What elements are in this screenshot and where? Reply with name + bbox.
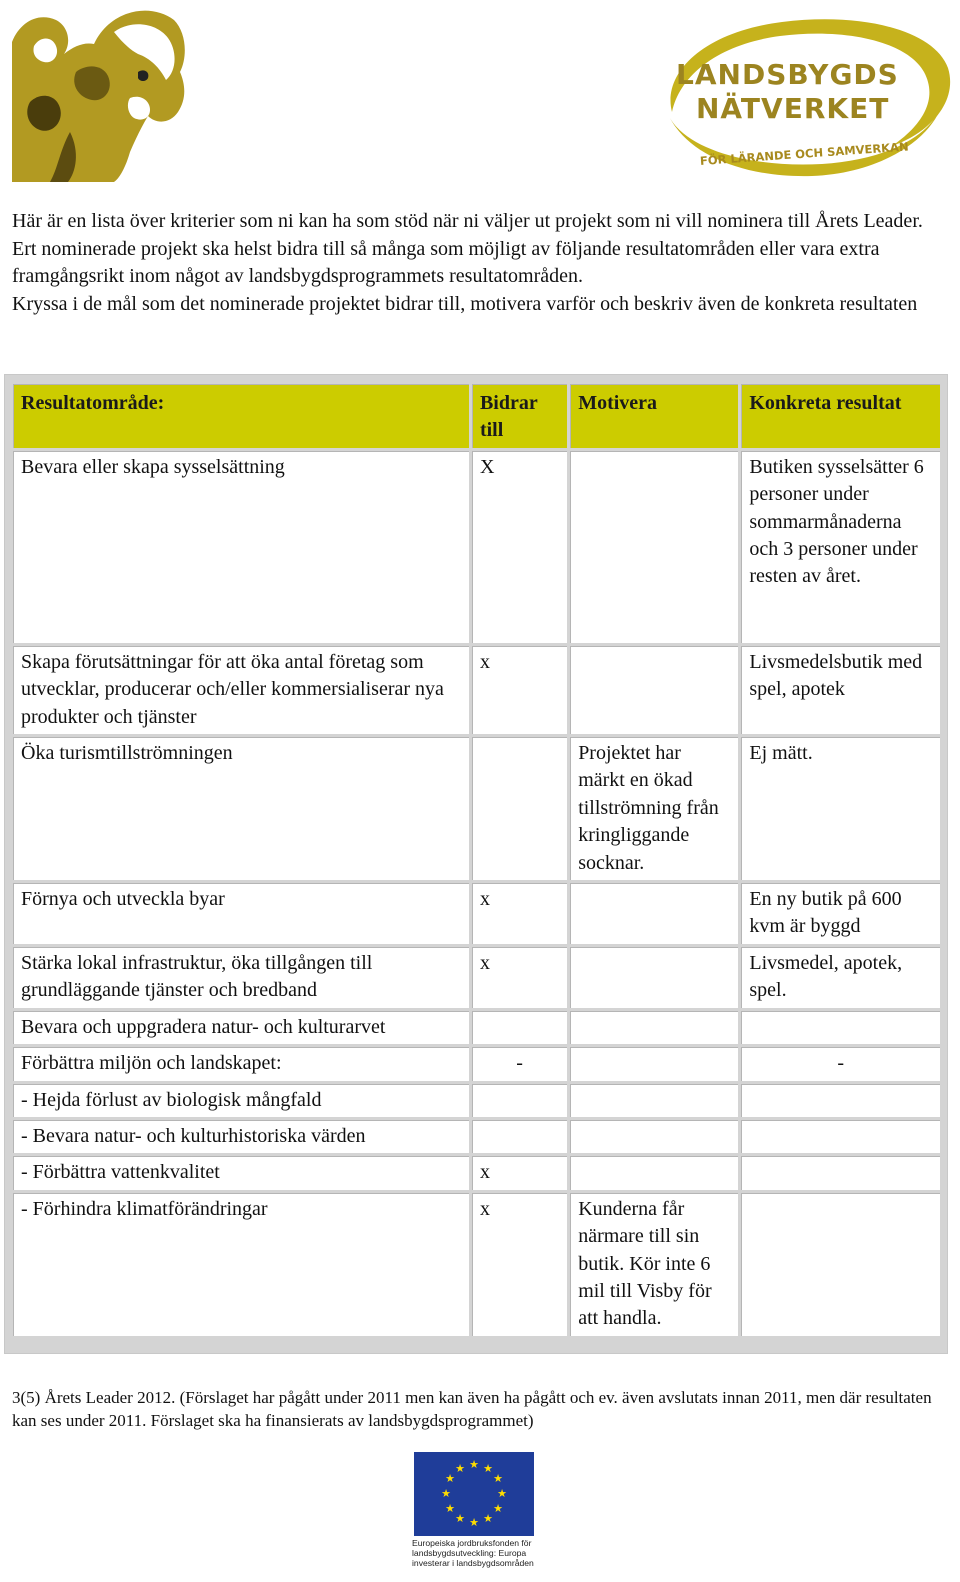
area-cell: - Förbättra vattenkvalitet	[13, 1156, 469, 1189]
result-cell: Ej mätt.	[741, 737, 940, 880]
ram-head-icon	[10, 2, 190, 182]
table-row	[13, 451, 940, 643]
result-cell: -	[741, 1047, 940, 1080]
result-cell	[741, 1011, 940, 1044]
area-cell: - Förhindra klimatförändringar	[13, 1193, 469, 1336]
table-row	[13, 883, 940, 944]
contributes-cell: x	[472, 883, 567, 944]
svg-text:★: ★	[469, 1516, 479, 1529]
header-motivera: Motivera	[570, 384, 738, 448]
eu-caption-line: investerar i landsbygdsområden	[412, 1558, 534, 1568]
motivation-cell	[570, 883, 738, 944]
svg-text:★: ★	[497, 1487, 507, 1500]
result-cell: Livsmedel, apotek, spel.	[741, 947, 940, 1008]
header-bidrar-till: Bidrar till	[472, 384, 567, 448]
motivation-cell	[570, 1011, 738, 1044]
table-row	[13, 1084, 940, 1117]
criteria-table-frame	[4, 374, 948, 1354]
svg-text:★: ★	[493, 1502, 503, 1515]
eu-caption	[412, 1538, 542, 1568]
table-row	[13, 1047, 940, 1080]
result-cell	[741, 1084, 940, 1117]
area-cell: Stärka lokal infrastruktur, öka tillgången till grundläggande tjänster och bredband	[13, 947, 469, 1008]
contributes-cell: x	[472, 947, 567, 1008]
contributes-cell	[472, 737, 567, 880]
svg-text:★: ★	[445, 1502, 455, 1515]
area-cell: Bevara och uppgradera natur- och kulturarvet	[13, 1011, 469, 1044]
eu-caption-line: Europeiska jordbruksfonden för	[412, 1538, 532, 1548]
criteria-table	[10, 381, 943, 1339]
contributes-cell: x	[472, 1193, 567, 1336]
svg-text:★: ★	[455, 1462, 465, 1475]
header-resultatomrade: Resultatområde:	[13, 384, 469, 448]
table-row	[13, 1193, 940, 1336]
table-row	[13, 737, 940, 880]
footnote: 3(5) Årets Leader 2012. (Förslaget har pågått under 2011 men kan även ha pågått och ev. även avslutats innan 2011, men där resultaten kan ses under 2011. Förslaget ska ha finansierats av landsbygdsprogrammet)	[12, 1388, 932, 1430]
area-cell: Förnya och utveckla byar	[13, 883, 469, 944]
table-row	[13, 1120, 940, 1153]
motivation-cell	[570, 1047, 738, 1080]
motivation-cell	[570, 1120, 738, 1153]
intro-paragraph-2: Ert nominerade projekt ska helst bidra till så många som möjligt av följande resultatområden eller vara extra framgångsrikt inom något av landsbygdsprogrammets resultatområden.	[12, 237, 880, 287]
area-cell: Förbättra miljön och landskapet:	[13, 1047, 469, 1080]
area-cell: Skapa förutsättningar för att öka antal företag som utvecklar, producerar och/eller kommersialiserar nya produkter och tjänster	[13, 646, 469, 734]
page-header	[0, 0, 960, 200]
table-row	[13, 1156, 940, 1189]
svg-text:★: ★	[469, 1458, 479, 1471]
svg-text:★: ★	[445, 1472, 455, 1485]
svg-text:★: ★	[455, 1512, 465, 1525]
table-row	[13, 1011, 940, 1044]
intro-paragraph-1: Här är en lista över kriterier som ni kan ha som stöd när ni väljer ut projekt som ni vill nominera till Årets Leader.	[12, 210, 923, 232]
motivation-cell	[570, 1084, 738, 1117]
table-header-row	[13, 384, 940, 448]
network-tagline: FÖR LÄRANDE OCH SAMVERKAN	[699, 139, 910, 168]
table-row	[13, 947, 940, 1008]
result-cell: En ny butik på 600 kvm är byggd	[741, 883, 940, 944]
contributes-cell	[472, 1084, 567, 1117]
header-konkreta-resultat: Konkreta resultat	[741, 384, 940, 448]
network-name-line1: LANDSBYGDS	[676, 58, 899, 91]
result-cell: Livsmedelsbutik med spel, apotek	[741, 646, 940, 734]
eu-flag-icon	[414, 1452, 534, 1536]
result-cell	[741, 1193, 940, 1336]
intro-text	[12, 208, 942, 318]
motivation-cell	[570, 451, 738, 643]
motivation-cell	[570, 646, 738, 734]
svg-text:★: ★	[441, 1487, 451, 1500]
result-cell	[741, 1156, 940, 1189]
contributes-cell: x	[472, 646, 567, 734]
table-row	[13, 646, 940, 734]
area-cell: - Hejda förlust av biologisk mångfald	[13, 1084, 469, 1117]
motivation-cell	[570, 1156, 738, 1189]
eu-caption-line: landsbygdsutveckling: Europa	[412, 1548, 527, 1558]
area-cell: - Bevara natur- och kulturhistoriska värden	[13, 1120, 469, 1153]
svg-text:★: ★	[493, 1472, 503, 1485]
motivation-cell: Projektet har märkt en ökad tillströmning från kringliggande socknar.	[570, 737, 738, 880]
contributes-cell: X	[472, 451, 567, 643]
motivation-cell: Kunderna får närmare till sin butik. Kör inte 6 mil till Visby för att handla.	[570, 1193, 738, 1336]
result-cell: Butiken sysselsätter 6 personer under sommarmånaderna och 3 personer under resten av året.	[741, 451, 940, 643]
landsbygdsnatverket-logo	[662, 14, 952, 186]
intro-paragraph-3: Kryssa i de mål som det nominerade projektet bidrar till, motivera varför och beskriv även de konkreta resultaten	[12, 292, 918, 315]
svg-text:★: ★	[483, 1512, 493, 1525]
contributes-cell: -	[472, 1047, 567, 1080]
svg-text:★: ★	[483, 1462, 493, 1475]
area-cell: Öka turismtillströmningen	[13, 737, 469, 880]
contributes-cell	[472, 1011, 567, 1044]
contributes-cell: x	[472, 1156, 567, 1189]
result-cell	[741, 1120, 940, 1153]
contributes-cell	[472, 1120, 567, 1153]
network-name-line2: NÄTVERKET	[696, 92, 890, 125]
area-cell: Bevara eller skapa sysselsättning	[13, 451, 469, 643]
motivation-cell	[570, 947, 738, 1008]
eu-logo	[412, 1452, 532, 1580]
